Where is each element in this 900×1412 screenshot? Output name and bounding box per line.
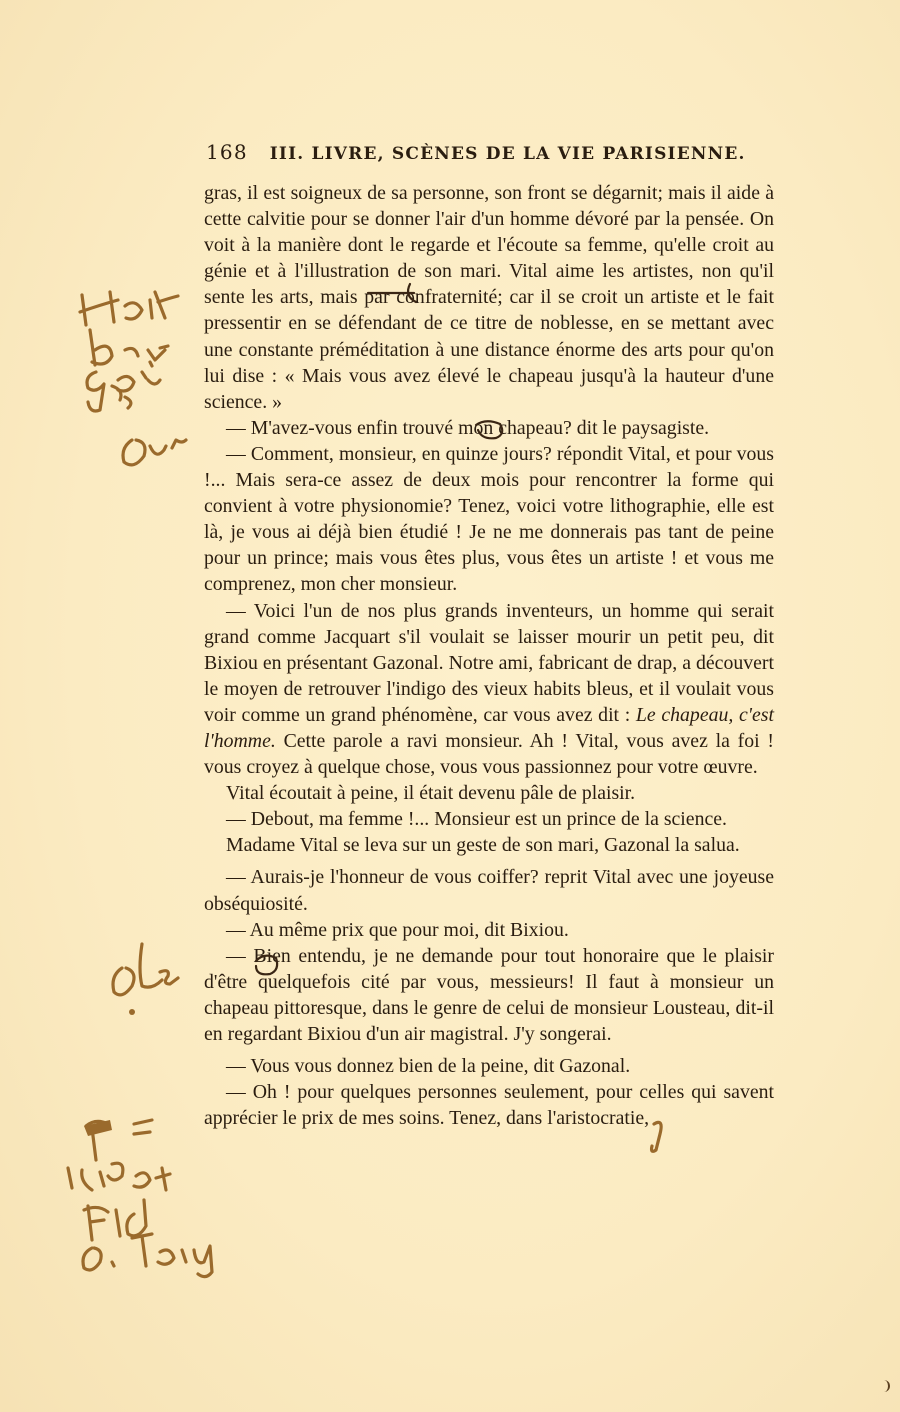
running-title: III. LIVRE, SCÈNES DE LA VIE PARISIENNE. — [269, 144, 746, 164]
handwritten-correction-3 — [113, 944, 178, 1015]
paragraph: gras, il est soigneux de sa personne, son front se dégarnit; mais il aide à cette calvitie pour se donner l'air d'un homme dévoré par la pensée. On voit à la manière dont le regarde et l'écoute sa femme, qu'elle croit au génie et à l'illustration de son mari. Vital aime les artistes, non qu'il sente les arts, mais par confraternité; car il se croit un artiste et le fait pressentir en se défendant de ce titre de noblesse, en se mettant avec une constante préméditation à une distance énorme des arts pour qu'on lui dise : « Mais vous avez élevé le chapeau jusqu'à la hauteur d'une science. » — [204, 182, 774, 413]
paragraph-text: Cette parole a ravi monsieur. Ah ! Vital, vous avez la foi ! vous croyez à quelque chose, vous vous passionnez pour votre œuvre. — [204, 729, 774, 779]
paragraph: Vital écoutait à peine, il était devenu pâle de plaisir. — [226, 782, 636, 805]
paragraph: — Comment, monsieur, en quinze jours? répondit Vital, et pour vous !... Mais sera-ce assez de deux mois pour rencontrer la forme qui convient à votre physionomie? Tenez, voici votre lithographie, elle est là, je vous ai déjà bien étudié ! Je ne me donnerais pas tant de peine pour un prince; mais vous êtes plus, vous êtes un artiste ! et vous me comprenez, mon cher monsieur. — [204, 442, 774, 596]
paragraph: — Vous vous donnez bien de la peine, dit Gazonal. — [226, 1055, 631, 1078]
handwritten-correction-1 — [80, 292, 178, 411]
paragraph: — Aurais-je l'honneur de vous coiffer? reprit Vital avec une joyeuse obséquiosité. — [204, 866, 774, 915]
paragraph: — Debout, ma femme !... Monsieur est un prince de la science. — [226, 808, 727, 831]
paragraph: — Bien entendu, je ne demande pour tout honoraire que le plaisir d'être quelquefois cité par vous, messieurs! Il faut à monsieur un chapeau pittoresque, dans le genre de celui de monsieur Lousteau, dit-il en regardant Bixiou d'un air magistral. J'y songerai. — [204, 944, 774, 1045]
handwritten-correction-2 — [123, 440, 186, 465]
paragraph: — M'avez-vous enfin trouvé mon chapeau? dit le paysagiste. — [226, 416, 710, 439]
handwritten-correction-4 — [68, 1120, 212, 1277]
page-edge-mark — [884, 1380, 890, 1392]
paragraph: — Au même prix que pour moi, dit Bixiou. — [226, 918, 569, 941]
page-number: 168 — [206, 140, 248, 164]
body-text — [204, 180, 774, 1131]
paragraph: Madame Vital se leva sur un geste de son mari, Gazonal la salua. — [226, 834, 740, 857]
paragraph — [204, 598, 774, 781]
paragraph-text: — Voici l'un de nos plus grands inventeurs, un homme qui serait grand comme Jacquart s'il voulait se laisser mourir un petit peu, dit Bixiou en présentant Gazonal. Notre ami, fabricant de drap, a découvert le moyen de retrouver l'indigo des vieux habits bleus, et il voulait vous voir comme un grand phénomène, car vous avez dit : — [204, 599, 774, 726]
paragraph: — Oh ! pour quelques personnes seulement, pour celles qui savent apprécier le prix de mes soins. Tenez, dans l'aristocratie, — [204, 1081, 774, 1130]
running-header — [206, 140, 772, 164]
italic-quote: Le chapeau, c'est l'homme. — [204, 703, 774, 752]
